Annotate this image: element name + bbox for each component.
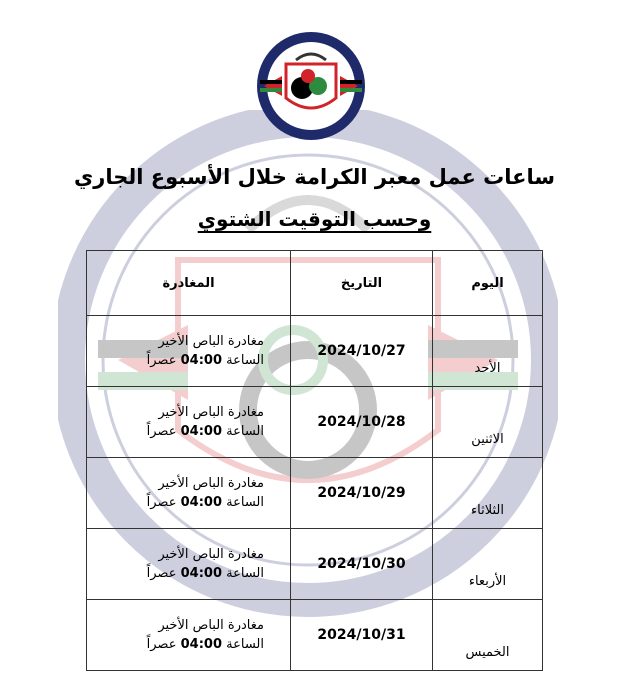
date-cell: 2024/10/29	[291, 458, 433, 529]
departure-line: مغادرة الباص الأخير	[158, 405, 264, 420]
departure-time: 04:00	[180, 424, 222, 439]
date-cell: 2024/10/31	[291, 600, 433, 671]
day-cell: الثلاثاء	[433, 458, 543, 529]
table-header-row	[87, 251, 543, 316]
departure-line: مغادرة الباص الأخير	[158, 547, 264, 562]
departure-time-line: الساعة 04:00 عصراً	[146, 637, 264, 652]
date-cell: 2024/10/27	[291, 316, 433, 387]
header-day: اليوم	[433, 251, 543, 316]
departure-time: 04:00	[180, 495, 222, 510]
departure-cell	[87, 458, 291, 529]
day-cell: الخميس	[433, 600, 543, 671]
date-cell: 2024/10/28	[291, 387, 433, 458]
departure-time: 04:00	[180, 353, 222, 368]
departure-line: مغادرة الباص الأخير	[158, 476, 264, 491]
table-row	[87, 458, 543, 529]
crossing-hours-table	[86, 250, 543, 671]
departure-line: مغادرة الباص الأخير	[158, 618, 264, 633]
day-cell: الأحد	[433, 316, 543, 387]
departure-time: 04:00	[180, 637, 222, 652]
departure-cell	[87, 529, 291, 600]
table-row	[87, 316, 543, 387]
departure-cell	[87, 600, 291, 671]
departure-time-line: الساعة 04:00 عصراً	[146, 495, 264, 510]
departure-time-line: الساعة 04:00 عصراً	[146, 353, 264, 368]
table-row	[87, 387, 543, 458]
day-cell: الأربعاء	[433, 529, 543, 600]
departure-time: 04:00	[180, 566, 222, 581]
date-cell: 2024/10/30	[291, 529, 433, 600]
page-subtitle: وحسب التوقيت الشتوي	[197, 207, 432, 231]
departure-cell	[87, 387, 291, 458]
departure-time-line: الساعة 04:00 عصراً	[146, 566, 264, 581]
page-title: ساعات عمل معبر الكرامة خلال الأسبوع الجاري	[73, 165, 555, 189]
departure-line: مغادرة الباص الأخير	[158, 334, 264, 349]
header-departure: المغادرة	[87, 251, 291, 316]
departure-cell	[87, 316, 291, 387]
table-row	[87, 600, 543, 671]
departure-time-line: الساعة 04:00 عصراً	[146, 424, 264, 439]
header-date: التاريخ	[291, 251, 433, 316]
agency-logo	[252, 30, 370, 142]
day-cell: الاثنين	[433, 387, 543, 458]
table-row	[87, 529, 543, 600]
